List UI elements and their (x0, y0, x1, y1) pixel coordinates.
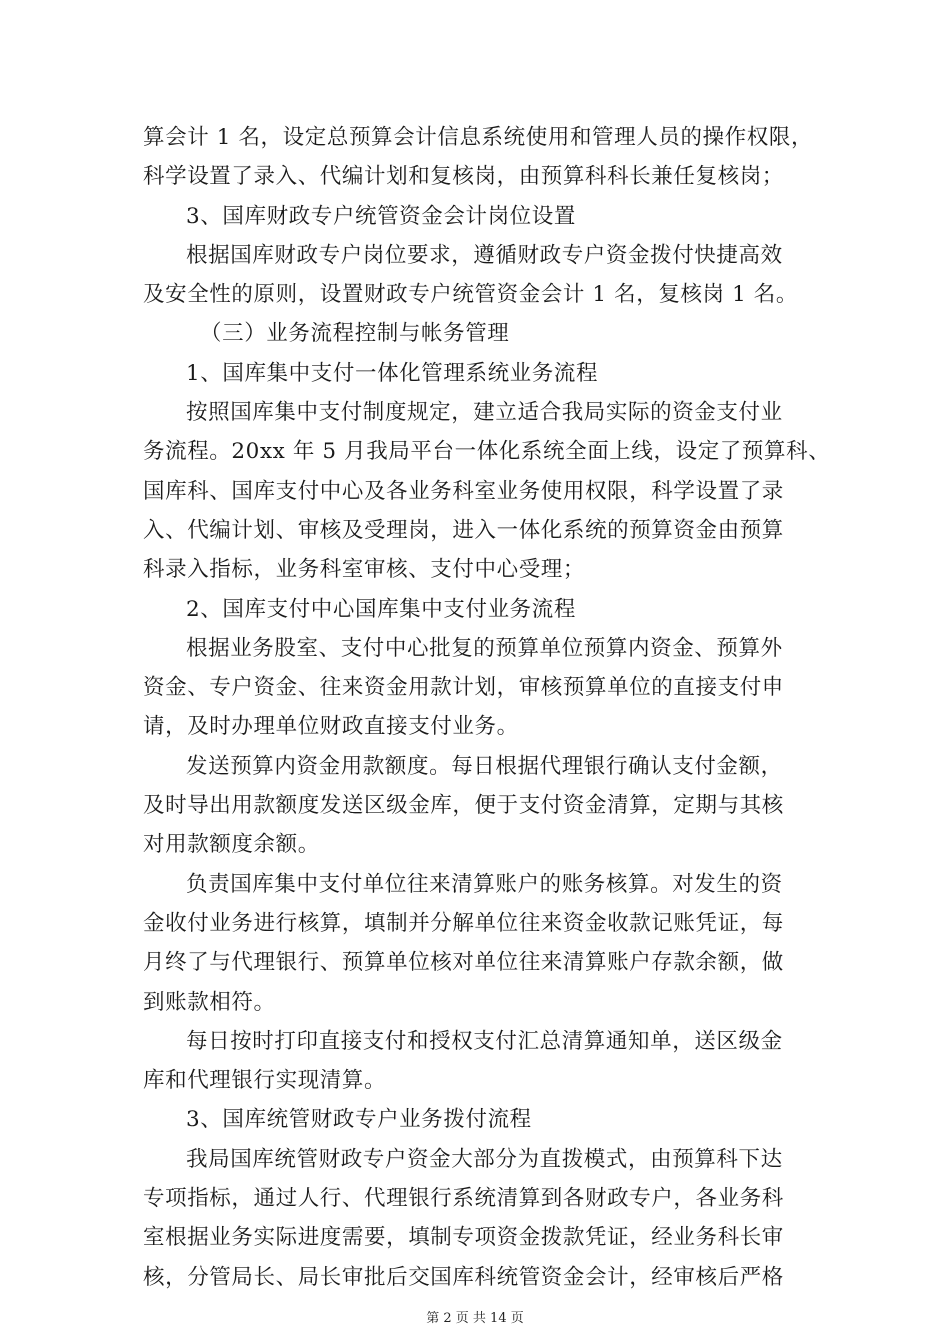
body-line: 资金、专户资金、往来资金用款计划，审核预算单位的直接支付申 (143, 675, 784, 701)
section-heading: 1、国库集中支付一体化管理系统业务流程 (186, 360, 599, 386)
body-line: 按照国库集中支付制度规定，建立适合我局实际的资金支付业 (186, 400, 783, 426)
body-line: 每日按时打印直接支付和授权支付汇总清算通知单，送区级金 (186, 1028, 783, 1054)
body-line: 室根据业务实际进度需要，填制专项资金拨款凭证，经业务科长审 (143, 1225, 784, 1251)
document-body (143, 118, 831, 1297)
section-heading: 3、国库统管财政专户业务拨付流程 (186, 1107, 532, 1133)
body-line: 核，分管局长、局长审批后交国库科统管资金会计，经审核后严格 (143, 1264, 784, 1290)
body-line: 到账款相符。 (143, 989, 276, 1015)
section-heading: 3、国库财政专户统管资金会计岗位设置 (186, 203, 576, 229)
body-line: 专项指标，通过人行、代理银行系统清算到各财政专户，各业务科 (143, 1186, 784, 1212)
body-line: 库和代理银行实现清算。 (143, 1068, 387, 1094)
body-line: 根据国库财政专户岗位要求，遵循财政专户资金拨付快捷高效 (186, 242, 783, 268)
page-footer (0, 1307, 950, 1326)
body-line: 及安全性的原则，设置财政专户统管资金会计 1 名，复核岗 1 名。 (143, 282, 798, 308)
body-line: 对用款额度余额。 (143, 832, 320, 858)
body-line: 国库科、国库支付中心及各业务科室业务使用权限，科学设置了录 (143, 478, 784, 504)
body-line: 及时导出用款额度发送区级金库，便于支付资金清算，定期与其核 (143, 793, 784, 819)
body-line: 金收付业务进行核算，填制并分解单位往来资金收款记账凭证，每 (143, 910, 784, 936)
body-line: 发送预算内资金用款额度。每日根据代理银行确认支付金额， (186, 753, 783, 779)
body-line: 算会计 1 名，设定总预算会计信息系统使用和管理人员的操作权限， (143, 125, 814, 150)
section-heading: （三）业务流程控制与帐务管理 (200, 321, 510, 347)
body-line: 月终了与代理银行、预算单位核对单位往来清算账户存款余额，做 (143, 950, 784, 976)
body-line: 我局国库统管财政专户资金大部分为直拨模式，由预算科下达 (186, 1146, 783, 1172)
body-line: 务流程。20xx 年 5 月我局平台一体化系统全面上线，设定了预算科、 (143, 439, 831, 465)
page-number: 第 2 页 共 14 页 (426, 1311, 524, 1326)
body-line: 负责国库集中支付单位往来清算账户的账务核算。对发生的资 (186, 871, 783, 897)
body-line: 根据业务股室、支付中心批复的预算单位预算内资金、预算外 (186, 635, 783, 661)
body-line: 科录入指标，业务科室审核、支付中心受理； (143, 557, 586, 583)
section-heading: 2、国库支付中心国库集中支付业务流程 (186, 596, 576, 622)
body-line: 入、代编计划、审核及受理岗，进入一体化系统的预算资金由预算 (143, 517, 784, 543)
body-line: 请，及时办理单位财政直接支付业务。 (143, 714, 519, 740)
body-line: 科学设置了录入、代编计划和复核岗，由预算科科长兼任复核岗； (143, 164, 784, 190)
